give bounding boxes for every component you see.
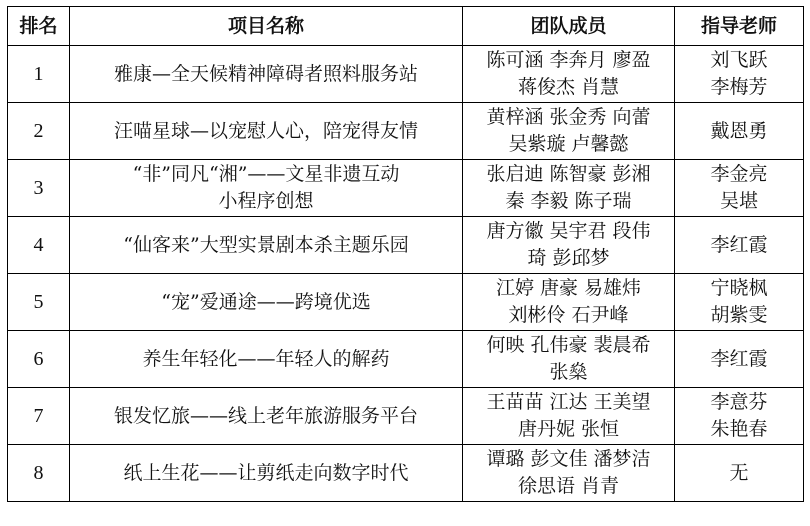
table-row [8,217,804,274]
ranking-table [7,6,804,502]
header-rank: 排名 [8,7,70,46]
rank-cell: 7 [8,388,70,445]
project-name-cell: “宠”爱通途——跨境优选 [70,274,463,331]
table-row [8,274,804,331]
header-mentor: 指导老师 [675,7,804,46]
project-name-cell: 汪喵星球—以宠慰人心，陪宠得友情 [70,103,463,160]
table-row [8,388,804,445]
team-members-cell: 江婷 唐豪 易雄炜 刘彬伶 石尹峰 [463,274,675,331]
mentor-cell: 李意芬 朱艳春 [675,388,804,445]
project-name-cell: “非”同凡“湘”——文星非遗互动 小程序创想 [70,160,463,217]
header-row [8,7,804,46]
rank-cell: 6 [8,331,70,388]
rank-cell: 8 [8,445,70,502]
header-team: 团队成员 [463,7,675,46]
mentor-cell: 戴恩勇 [675,103,804,160]
mentor-cell: 李红霞 [675,331,804,388]
rank-cell: 5 [8,274,70,331]
header-project: 项目名称 [70,7,463,46]
table-row [8,160,804,217]
table-row [8,331,804,388]
rank-cell: 1 [8,46,70,103]
project-name-cell: “仙客来”大型实景剧本杀主题乐园 [70,217,463,274]
team-members-cell: 谭璐 彭文佳 潘梦洁 徐思语 肖青 [463,445,675,502]
rank-cell: 2 [8,103,70,160]
mentor-cell: 宁晓枫 胡紫雯 [675,274,804,331]
rank-cell: 3 [8,160,70,217]
mentor-cell: 李金亮 吴堪 [675,160,804,217]
mentor-cell: 刘飞跃 李梅芳 [675,46,804,103]
project-name-cell: 雅康—全天候精神障碍者照料服务站 [70,46,463,103]
mentor-cell: 无 [675,445,804,502]
project-name-cell: 纸上生花——让剪纸走向数字时代 [70,445,463,502]
table-row [8,46,804,103]
team-members-cell: 何映 孔伟豪 裴晨希 张燊 [463,331,675,388]
team-members-cell: 王苗苗 江达 王美望 唐丹妮 张恒 [463,388,675,445]
mentor-cell: 李红霞 [675,217,804,274]
rank-cell: 4 [8,217,70,274]
team-members-cell: 张启迪 陈智豪 彭湘 秦 李毅 陈子瑞 [463,160,675,217]
team-members-cell: 黄梓涵 张金秀 向蕾 吴紫璇 卢馨懿 [463,103,675,160]
team-members-cell: 陈可涵 李奔月 廖盈 蒋俊杰 肖慧 [463,46,675,103]
table-row [8,103,804,160]
table-row [8,445,804,502]
team-members-cell: 唐方徽 吴宇君 段伟 琦 彭邱梦 [463,217,675,274]
project-name-cell: 养生年轻化——年轻人的解药 [70,331,463,388]
project-name-cell: 银发忆旅——线上老年旅游服务平台 [70,388,463,445]
